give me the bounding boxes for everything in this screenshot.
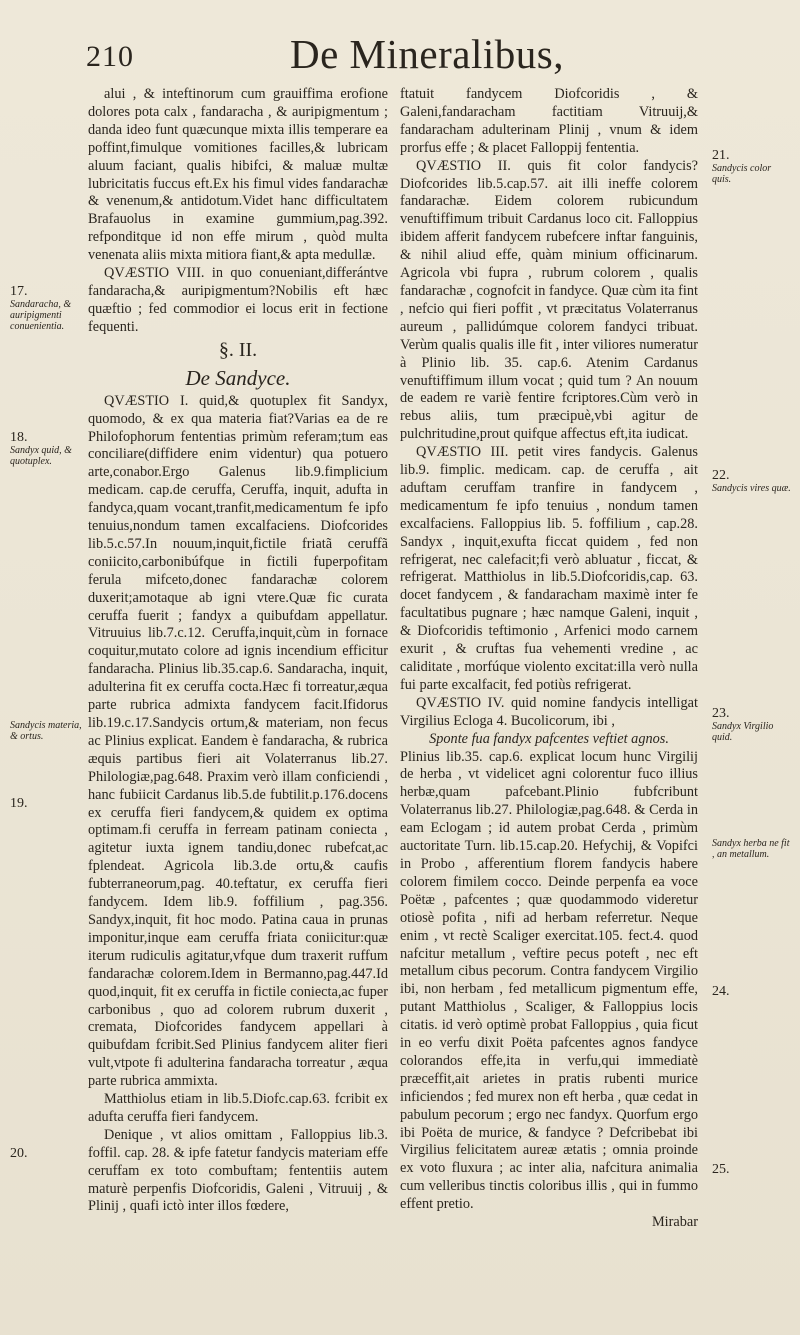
paragraph: Denique , vt alios omittam , Falloppius lib.3. foffil. cap. 28. & ipfe fatetur fandycis materiam effe ceruffam ex toto combuftam; fententiis autem maturè perpenfis Diofcoridis, Galeni , Vitruuij , & Plinij , quafi ictò inter illos fœdere, <box>88 1126 388 1215</box>
paragraph-quaestio-4: QVÆSTIO IV. quid nomine fandycis intelligat Virgilius Ecloga 4. Bucolicorum, ibi , <box>400 694 698 729</box>
margin-note-17: 17. Sandaracha, & auripigmenti conuenientia. <box>10 284 72 332</box>
paragraph: Matthiolus etiam in lib.5.Diofc.cap.63. fcribit ex adufta ceruffa fieri fandycem. <box>88 1091 388 1125</box>
margin-note-19: 19. <box>10 796 28 811</box>
margin-note-25: 25. <box>712 1162 730 1177</box>
paragraph: Plinius lib.35. cap.6. explicat locum hunc Virgilij de herba , vt videlicet agni colorentur fuco illius herbæ,quam pafcebant.Plinio fubfcribunt Volaterranus lib.27. Philologiæ,pag.648. & Cerda in eam Eclogam ; id autem probat Cerda , primùm auctoritate Turn. lib.15.cap.20. Hefychij, & Vopifci in Probo , afferentium florem fandycis habere colorem fimilem cocco. Deinde perpenfa ea voce Poëtæ , pafcentes ; quæ quodammodo videretur otiosè pofita , nifi ad herbam referretur. Neque enim , vt rectè Scaliger exercitat.105. fect.4. quod nafcitur metallum , veftire pecus poteft , nec eft metallum cibus pecorum. Contra fandycem Virgilio ibi, non herbam , fed metallicum pigmentum effe, putant Matthiolus , Scaliger, & Falloppius locis citatis. id verò optimè probat Falloppius , quia ficut in eo verfu dixit Poëta pafcentes agnos fandyce colorandos effe,ita in verfu,qui immediatè præceffit,ait arietes in pratis rubenti murice inficiendos ; fed murex non eft herba , quæ cedat in pabulum pecorum ; ergo nec fandyx. Quorfum ergo ibi Poëta de murice, & fandyce ? Defcribebat ibi Virgilius felicitatem aureæ ætatis ; omnia proinde ex voto fluxura ; ac inter alia, nafcitura animalia cum velleribus tinctis coloribus illis , qui in fummo effent pretio. <box>400 748 698 1213</box>
margin-note-24: 24. <box>712 984 730 999</box>
section-title: §. II. <box>218 338 258 361</box>
verse-quote: Sponte fua fandyx pafcentes veftiet agnos. <box>429 730 669 747</box>
margin-note-21: 21. Sandycis color quis. <box>712 148 772 185</box>
catchword: Mirabar <box>651 1214 698 1231</box>
paragraph: ftatuit fandycem Diofcoridis , & Galeni,fandaracham factitiam Vitruuij,& fandaracham adulterinam Plinij , vnum & idem prorfus effe ; & placet Falloppij fententia. <box>400 86 698 156</box>
paragraph-quaestio-2: QVÆSTIO II. quis fit color fandycis? Diofcorides lib.5.cap.57. ait illi ineffe colorem fandarachæ. Eidem colorem rubicundum venuftiffimum tribuit Cardanus loco cit. Falloppius ibidem afferit fandycem rubefcere inftar fanguinis, & nihil aliud effe, quàm minium officinarum. Agricola vbi fupra , rubrum colorem , qualis fandarachæ , cognofcit in fandyce. Quæ cùm ita fint , nefcio qui fieri poffit , vt præcitatus Volaterranus aureum , pallidúmque colorem fandyci tribuat. Verùm qualis qualis ille fit , inter viliores numeratur à Plinio lib. 35. cap.6. Atenim Cardanus venuftiffimum illum vocat ; quid tum ? An nouum de eadem re variè fentire fcriptores.Cùm verò in rebus aliis, tum præcipuè,vbi agitur de pulchritudine,prout quifque affectus eft,ita iudicat. <box>400 157 698 443</box>
running-head: De Mineralibus, <box>290 31 564 77</box>
margin-note-materia: Sandycis materia, & ortus. <box>10 720 82 742</box>
section-subtitle: De Sandyce. <box>185 365 291 390</box>
margin-note-herba: Sandyx herba ne fit , an metallum. <box>712 838 790 860</box>
page-number: 210 <box>86 40 134 73</box>
paragraph-quaestio-8: QVÆSTIO VIII. in quo conueniant,differántve fandaracha,& auripigmentum?Nobilis eft hæc quæftio ; fed commodior ei locus erit in fectione fequenti. <box>88 265 388 335</box>
margin-note-22: 22. Sandycis vires quæ. <box>712 468 791 494</box>
margin-note-23: 23. Sandyx Virgilio quid. <box>712 706 774 743</box>
right-column <box>400 86 698 1232</box>
page-header <box>0 22 800 82</box>
paragraph-quaestio-1: QVÆSTIO I. quid,& quotuplex fit Sandyx, quomodo, & ex qua materia fiat?Varias ea de re Philofophorum fententias primùm referam;tum eas conciliare(diffidere enim videntur) qua potuero arte,conabor.Ergo Galenus lib.9.fimplicium medicam. cap.de ceruffa, Ceruffa, inquit, adufta in fandyca,quam vocant,tranfit,medicamentum fe ipfo tenuius,nondum tamen excalfaciens. Diofcorides lib.5.c.57.In nouum,inquit,fictile friatã ceruffã coniicito,carbonibúfque in fictili fuperpofitam ferula mifceto,donec fandarachæ colorem duxerit;amotaque ab igni vtere.Quæ fic curata ceruffa fuerit ; fandyx a quibufdam appellatur. Vitruuius lib.7.c.12. Ceruffa,inquit,cùm in fornace coquitur,mutato colore ad ignis incendium efficitur fandaracha. Plinius lib.35.cap.6. Sandaracha, inquit, adulterina fit ex ceruffa cocta.Hæc fi torreatur,æqua parte rubrica admixta fandycem facit.Ifidorus lib.19.c.17.Sandycis ortum,& materiam, non fecus ac Plinius explicat. Eandem è fandaracha, & rubrica æquis partibus fieri ait Volaterranus lib.27. Philologiæ,pag.648. Praxim verò illam conficiendi , hanc fubiicit Cardanus lib.5.de fubtilit.p.176.docens ex ceruffa fieri fandycem,& quidem ex optima optimam.fi ceruffa in ferream patinam coniecta , agitetur iuxta ignem tandiu,donec rubefcat,ac fplendeat. Agricola lib.3.de ortu,& caufis fubterraneorum,pag. 40.teftatur, ex ceruffa fieri fandycem. Idem lib.9. foffilium , pag.356. Sandyx,inquit, fit hoc modo. Patina caua in prunas imponitur,inque eam ceruffa friata coniicitur:quæ iterum rudiculis agitatur,vfque dum traxerit ruffum fandarachæ colorem.Idem in Bermanno,pag.447.Id quod,inquit, fit ex ceruffa in fictile coniecta,ac fuper carbonibus , quo ad colorem rubrum duxerit , cremata, Diofcorides fandycem appellari à quibufdam fcribit.Sed Plinius fandycem aliter fieri vult,vtpote fi adulterina fandaracha torreatur , æqua parte rubrica ammixta. <box>88 392 388 1090</box>
margin-note-18: 18. Sandyx quid, & quotuplex. <box>10 430 72 467</box>
paragraph-quaestio-3: QVÆSTIO III. petit vires fandycis. Galenus lib.9. fimplic. medicam. cap. de ceruffa , ait aduftam ceruffam tranfire in fandycem , medicamentum fe ipfo tenuius , nondum tamen excalfaciens. Falloppius lib. 5. foffilium , cap.28. Sandyx , inquit,exufta ficcat quidem , fed non refrigerat, nec calefacit;fi verò abluatur , ficcat, & refrigerat. Matthiolus in lib.5.Diofcoridis,cap. 63. docet fandycem , & fandaracham maximè inter fe facultatibus pugnare ; hæc namque Galeni, inquit , & Diofcoridis teftimonio , Arfenici modo carnem exurit , & cruftas fua vehementi vredine , ac caliditate , morfúque violento excitat:illa verò nulla fui parte excalfacit, fed potiùs refrigerat. <box>400 444 698 693</box>
paragraph: alui , & inteftinorum cum grauiffima erofione dolores pota calx , fandaracha , & auripigmentum ; danda ideo funt quæcunque mixta illis temperare ea poffint,fimulque vomitiones facilles,& lubricam aluum faciant, qualis hibifci, & maluæ multæ lubricitatis fuccus eft.Ex his fimul vides fandarachæ & venenum,& antidotum.Videt hanc difficultatem Brafauolus in examine gummium,pag.392. refponditque id non effe mirum , quòd multa venenata aliis mixta mitiora fiant,& apta medullæ. <box>88 86 388 264</box>
left-column <box>88 86 388 1216</box>
margin-note-20: 20. <box>10 1146 28 1161</box>
